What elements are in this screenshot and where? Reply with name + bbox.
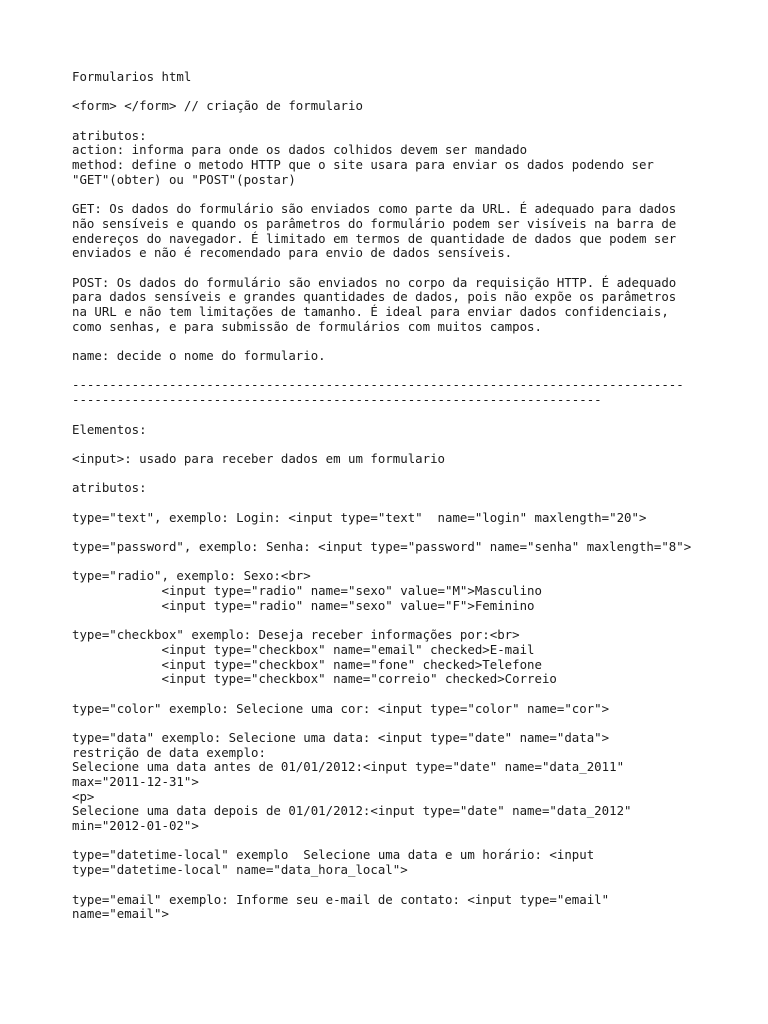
text-line: <input type="checkbox" name="fone" checked>Telefone <box>72 656 542 672</box>
text-line: enviados e não é recomendado para envio de dados sensíveis. <box>72 245 513 261</box>
blank-line <box>72 525 762 540</box>
text-line: name: decide o nome do formulario. <box>72 348 326 364</box>
text-line: atributos: <box>72 480 147 496</box>
text-line: restrição de data exemplo: <box>72 744 266 760</box>
blank-line <box>72 878 762 893</box>
text-line: Elementos: <box>72 421 147 437</box>
text-line: atributos: <box>72 127 147 143</box>
blank-line <box>72 408 762 423</box>
text-line: como senhas, e para submissão de formulários com muitos campos. <box>72 318 542 334</box>
text-line: max="2011-12-31"> <box>72 774 199 789</box>
text-line: <form> </form> // criação de formulario <box>72 98 363 114</box>
text-line: min="2012-01-02"> <box>72 818 199 834</box>
blank-line <box>72 261 762 276</box>
text-line: ----------------------------------------------------------------------- <box>72 392 602 408</box>
text-line: <input type="checkbox" name="email" checked>E-mail <box>72 641 535 657</box>
blank-line <box>72 114 762 129</box>
text-line: type="text", exemplo: Login: <input type="text" name="login" maxlength="20"> <box>72 509 647 525</box>
text-line: na URL e não tem limitações de tamanho. É ideal para enviar dados confidenciais, <box>72 304 669 319</box>
blank-line <box>72 467 762 482</box>
blank-line <box>72 716 762 731</box>
blank-line <box>72 496 762 511</box>
text-line: ---------------------------------------------------------------------------------- <box>72 377 684 393</box>
blank-line <box>72 555 762 570</box>
text-line: <input>: usado para receber dados em um formulario <box>72 450 445 466</box>
blank-line <box>72 834 762 849</box>
text-line: type="datetime-local" exemplo Selecione uma data e um horário: <input <box>72 847 595 863</box>
blank-line <box>72 364 762 379</box>
blank-line <box>72 687 762 702</box>
text-line: type="email" exemplo: Informe seu e-mail de contato: <input type="email" <box>72 891 610 907</box>
text-line: type="color" exemplo: Selecione uma cor: <input type="color" name="cor"> <box>72 700 610 716</box>
text-line: <input type="radio" name="sexo" value="M">Masculino <box>72 583 542 599</box>
text-line: GET: Os dados do formulário são enviados como parte da URL. É adequado para dados <box>72 201 677 217</box>
text-line: <p> <box>72 788 95 804</box>
text-line: type="checkbox" exemplo: Deseja receber informações por:<br> <box>72 627 520 643</box>
text-line: não sensíveis e quando os parâmetros do formulário podem ser visíveis na barra de <box>72 215 677 231</box>
text-line: <input type="radio" name="sexo" value="F">Feminino <box>72 597 535 613</box>
text-line: Formularios html <box>72 69 192 84</box>
text-line: para dados sensíveis e grandes quantidades de dados, pois não expõe os parâmetros <box>72 289 677 305</box>
blank-line <box>72 334 762 349</box>
blank-line <box>72 613 762 628</box>
text-line: type="datetime-local" name="data_hora_local"> <box>72 862 408 878</box>
text-line: endereços do navegador. É limitado em termos de quantidade de dados que podem ser <box>72 230 677 246</box>
text-line: Selecione uma data depois de 01/01/2012:<input type="date" name="data_2012" <box>72 803 632 819</box>
text-line: type="radio", exemplo: Sexo:<br> <box>72 568 311 584</box>
text-line: action: informa para onde os dados colhidos devem ser mandado <box>72 142 528 158</box>
text-line: <input type="checkbox" name="correio" checked>Correio <box>72 671 557 687</box>
text-line: "GET"(obter) ou "POST"(postar) <box>72 171 296 187</box>
text-line: type="data" exemplo: Selecione uma data: <input type="date" name="data"> <box>72 729 610 745</box>
text-line: name="email"> <box>72 906 169 922</box>
text-line: type="password", exemplo: Senha: <input type="password" name="senha" maxlength="8"> <box>72 539 692 554</box>
text-line: Selecione uma data antes de 01/01/2012:<input type="date" name="data_2011" <box>72 759 625 775</box>
blank-line <box>72 437 762 452</box>
text-line: POST: Os dados do formulário são enviados no corpo da requisição HTTP. É adequado <box>72 274 677 290</box>
text-line: method: define o metodo HTTP que o site usara para enviar os dados podendo ser <box>72 157 654 173</box>
blank-line <box>72 85 762 100</box>
document-page <box>72 70 762 922</box>
blank-line <box>72 188 762 203</box>
